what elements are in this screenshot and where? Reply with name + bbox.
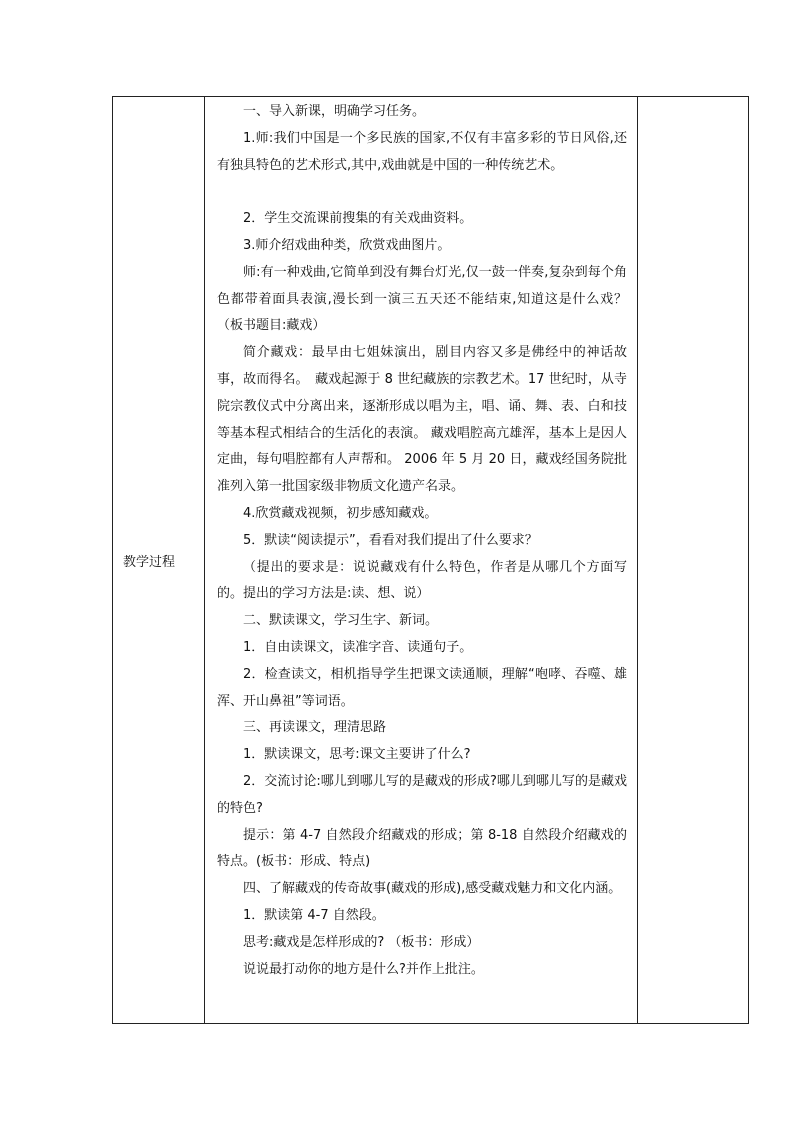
content-cell <box>205 97 641 1024</box>
paragraph: 2．交流讨论:哪儿到哪儿写的是藏戏的形成?哪儿到哪儿写的是藏戏的特色? <box>217 773 627 816</box>
paragraph: 4.欣赏藏戏视频，初步感知藏戏。 <box>243 505 438 521</box>
section-label-cell <box>113 97 205 1024</box>
paragraph: 一、导入新课，明确学习任务。 <box>243 104 426 119</box>
paragraph: 提示：第 4-7 自然段介绍藏戏的形成；第 8-18 自然段介绍藏戏的特点。(板书：形成、特点) <box>217 827 627 870</box>
paragraph: 5．默读“阅读提示”，看看对我们提出了什么要求？ <box>243 532 538 548</box>
paragraph: 师:有一种戏曲,它简单到没有舞台灯光,仅一鼓一伴奏,复杂到每个角色都带着面具表演,漫长到一演三五天还不能结束,知道这是什么戏？ （板书题目:藏戏） <box>217 264 641 334</box>
paragraph: 四、了解藏戏的传奇故事(藏戏的形成),感受藏戏魅力和文化内涵。 <box>243 881 622 897</box>
paragraph: 1.师:我们中国是一个多民族的国家,不仅有丰富多彩的节日风俗,还有独具特色的艺术形式,其中,戏曲就是中国的一种传统艺术。 <box>217 130 627 173</box>
notes-cell <box>638 97 749 1024</box>
paragraph: 3.师介绍戏曲种类，欣赏戏曲图片。 <box>243 237 451 253</box>
paragraph: 说说最打动你的地方是什么?并作上批注。 <box>243 961 484 977</box>
paragraph: 思考:藏戏是怎样形成的? （板书：形成） <box>243 934 480 950</box>
paragraph: 1．默读第 4-7 自然段。 <box>243 907 385 923</box>
paragraph: （提出的要求是：说说藏戏有什么特色，作者是从哪几个方面写的。提出的学习方法是:读、想、说） <box>217 559 627 602</box>
paragraph: 1．默读课文，思考:课文主要讲了什么? <box>243 747 471 763</box>
blank-line <box>217 179 627 206</box>
section-label: 教学过程 <box>123 554 176 570</box>
lesson-plan-table <box>112 96 749 1024</box>
table-row <box>113 97 749 1024</box>
paragraph: 2．检查读文，相机指导学生把课文读通顺，理解“咆哮、吞噬、雄浑、开山鼻祖”等词语。 <box>217 666 627 709</box>
paragraph: 2．学生交流课前搜集的有关戏曲资料。 <box>243 211 473 227</box>
paragraph: 二、默读课文，学习生字、新词。 <box>243 613 439 629</box>
paragraph: 1．自由读课文，读准字音、读通句子。 <box>243 639 473 655</box>
paragraph: 简介藏戏：最早由七姐妹演出，剧目内容又多是佛经中的神话故事，故而得名。 藏戏起源于 8 世纪藏族的宗教艺术。17 世纪时，从寺院宗教仪式中分离出来，逐渐形成以唱为主，唱、诵、舞、表、白和技等基本程式相结合的生活化的表演。 藏戏唱腔高亢雄浑，基本上是因人定曲，每句唱腔都有人声帮和。 2006 年 5 月 20 日，藏戏经国务院批准列入第一批国家级非物质文化遗产名录。 <box>217 345 627 495</box>
content-body <box>205 97 641 983</box>
paragraph: 三、再读课文，理清思路 <box>243 720 387 736</box>
